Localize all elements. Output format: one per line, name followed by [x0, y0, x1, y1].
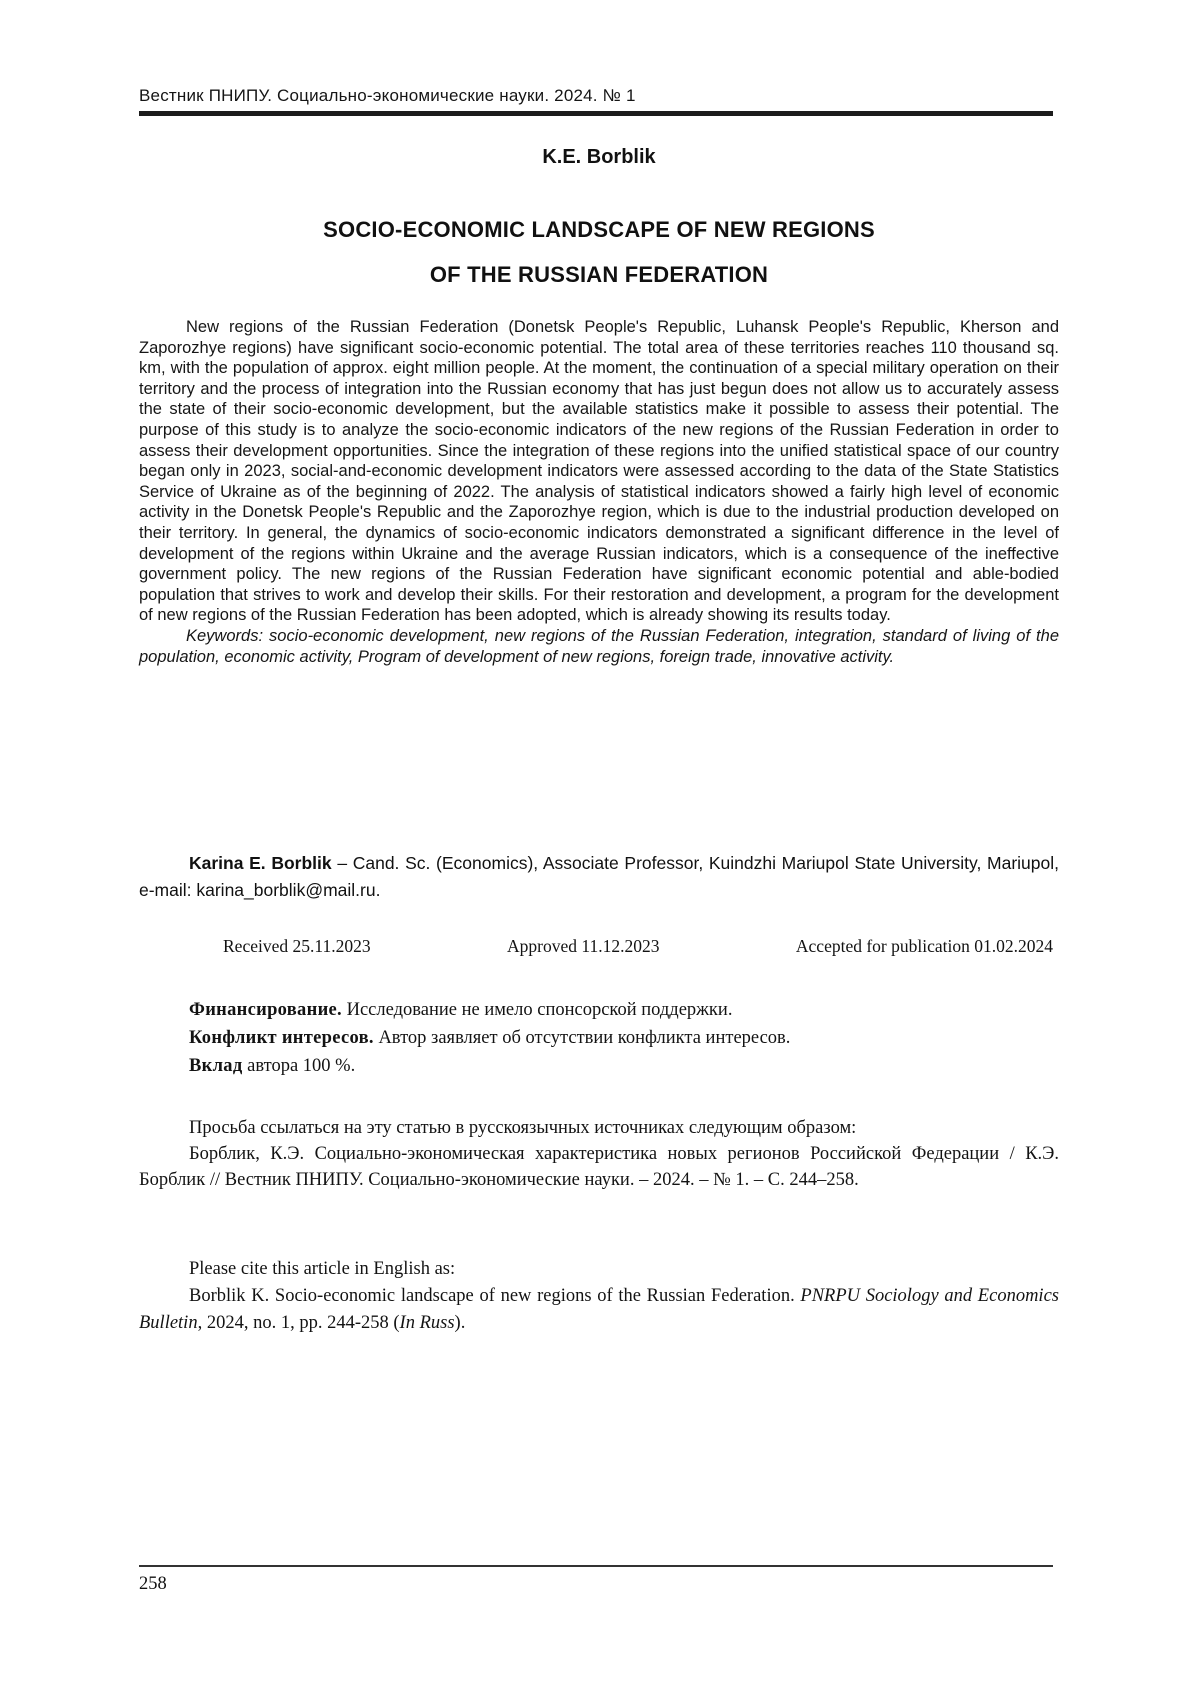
contribution-label: Вклад: [189, 1056, 243, 1076]
date-accepted: Accepted for publication 01.02.2024: [795, 936, 1053, 956]
header-divider: [139, 111, 1053, 116]
page-number: 258: [139, 1574, 167, 1594]
citation-russian: [139, 1116, 1059, 1193]
date-received: Received 25.11.2023: [223, 936, 371, 956]
abstract-section: [139, 317, 1059, 667]
funding-label: Финансирование.: [189, 1000, 342, 1020]
running-header: Вестник ПНИПУ. Социально-экономические науки. 2024. № 1: [139, 86, 636, 105]
citation-en-lang: In Russ: [399, 1312, 455, 1333]
citation-en-intro: Please cite this article in English as:: [189, 1259, 456, 1279]
article-dates: [139, 936, 1053, 957]
article-title-line1: SOCIO-ECONOMIC LANDSCAPE OF NEW REGIONS: [323, 217, 875, 242]
contribution-text: автора 100 %.: [242, 1056, 356, 1076]
bio-author-name: Karina E. Borblik: [189, 853, 332, 873]
citation-english: [139, 1256, 1059, 1336]
funding-line: [139, 996, 1059, 1024]
funding-text: Исследование не имело спонсорской поддержки.: [341, 1000, 733, 1020]
citation-ru-intro: Просьба ссылаться на эту статью в русскоязычных источниках следующим образом:: [189, 1118, 857, 1138]
citation-en-part3: ).: [454, 1312, 466, 1333]
citation-en-part1: Borblik K. Socio-economic landscape of new regions of the Russian Federation.: [189, 1285, 801, 1306]
abstract-text: New regions of the Russian Federation (Donetsk People's Republic, Luhansk People's Republic, Kherson and Zaporozhye regions) have significant socio-economic potential. The total area of these territories reaches 110 thousand sq. km, with the population of approx. eight million people. At the moment, the continuation of a special military operation on their territory and the process of integration into the Russian economy that has just begun does not allow us to accurately assess the state of their socio-economic development, but the available statistics make it possible to assess their potential. The purpose of this study is to analyze the socio-economic indicators of the new regions of the Russian Federation in order to assess their development opportunities. Since the integration of these regions into the unified statistical space of our country began only in 2023, social-and-economic development indicators were assessed according to the data of the State Statistics Service of Ukraine as of the beginning of 2022. The analysis of statistical indicators showed a fairly high level of economic activity in the Donetsk People's Republic and the Zaporozhye region, which is due to the industrial production developed on their territory. In general, the dynamics of socio-economic indicators demonstrated a significant difference in the level of development of the regions within Ukraine and the average Russian indicators, which is a consequence of the ineffective government policy. The new regions of the Russian Federation have significant economic potential and able-bodied population that strives to work and develop their skills. For their restoration and development, a program for the development of new regions of the Russian Federation has been adopted, which is already showing its results today.: [139, 318, 1059, 625]
citation-en-text: [139, 1283, 1059, 1337]
keywords-label: Keywords:: [186, 626, 270, 645]
conflict-line: [139, 1024, 1059, 1052]
author-bio: [139, 850, 1059, 903]
citation-ru-text: Борблик, К.Э. Социально-экономическая характеристика новых регионов Российской Федерации / К.Э. Борблик // Вестник ПНИПУ. Социально-экономические науки. – 2024. – № 1. – С. 244–258.: [139, 1143, 1059, 1190]
article-title: [139, 207, 1059, 297]
citation-en-part2: , 2024, no. 1, pp. 244-258 (: [197, 1312, 400, 1333]
contribution-line: [139, 1052, 1059, 1080]
conflict-label: Конфликт интересов.: [189, 1028, 374, 1048]
keywords-text: socio-economic development, new regions of the Russian Federation, integration, standard of living of the population, economic activity, Program of development of new regions, foreign trade, innovative activity.: [139, 626, 1059, 666]
date-approved: Approved 11.12.2023: [507, 936, 660, 956]
conflict-text: Автор заявляет об отсутствии конфликта интересов.: [373, 1028, 791, 1048]
author-name: K.E. Borblik: [542, 146, 656, 168]
keywords-paragraph: [139, 626, 1059, 667]
funding-section: [139, 996, 1059, 1080]
article-title-line2: OF THE RUSSIAN FEDERATION: [429, 262, 769, 287]
footer-divider: [139, 1565, 1053, 1567]
citation-en-journal: PNRPU Sociology and Economics Bulletin: [139, 1285, 1059, 1333]
bio-details: – Cand. Sc. (Economics), Associate Professor, Kuindzhi Mariupol State University, Mariupol, e-mail: karina_borblik@mail.ru.: [139, 853, 1060, 900]
